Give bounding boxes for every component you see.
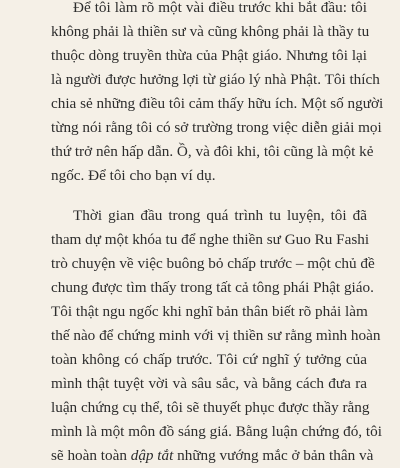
text-line: thuộc dòng truyền thừa của Phật giáo. Nhưng tôi lại <box>51 47 367 64</box>
text-line: Thời gian đầu trong quá trình tu luyện, tôi đã <box>73 207 367 224</box>
text-line: tham dự một khóa tu để nghe thiền sư Guo Ru Fashi <box>51 231 370 248</box>
text-line: chia sẻ những điều tôi cảm thấy hữu ích. Một số người <box>51 95 384 112</box>
text-line: thứ trở nên hấp dẫn. Ồ, và đôi khi, tôi cũng là một kẻ <box>51 143 374 160</box>
text-line: từng nói rằng tôi có sở trường trong việc diễn giải mọi <box>51 119 382 136</box>
text-line: chung được tìm thấy trong tất cả tông phái Phật giáo. <box>51 279 374 296</box>
text-line: toàn không có chấp trước. Tôi cứ nghĩ ý tưởng của <box>51 351 367 368</box>
body-text <box>51 0 384 468</box>
text-line: Tôi thật ngu ngốc khi nghĩ bản thân biết rõ phải làm <box>51 303 368 320</box>
text-line: mình thật tuyệt vời và sâu sắc, và bằng cách đưa ra <box>51 375 367 392</box>
text-line-last <box>51 444 374 468</box>
text-line: không phải là thiền sư và cũng không phải là thầy tu <box>51 23 370 40</box>
text-line: là người được hưởng lợi từ giáo lý nhà Phật. Tôi thích <box>51 71 380 88</box>
text-line: mình là một môn đồ sáng giá. Bằng luận chứng đó, tôi <box>51 423 382 440</box>
text-line: Để tôi làm rõ một vài điều trước khi bắt đầu: tôi <box>73 0 367 16</box>
emphasized-text: dập tắt <box>130 447 174 464</box>
text-line: thế nào để chứng minh với vị thiền sư rằng mình hoàn <box>51 327 381 344</box>
text-line: trò chuyện về việc buông bỏ chấp trước – một chủ đề <box>51 255 375 272</box>
text-fragment: những vướng mắc ở bản thân và <box>173 447 374 464</box>
text-line: luận chứng cụ thể, tôi sẽ thuyết phục được thầy rằng <box>51 399 370 416</box>
text-line: ngốc. Để tôi cho bạn ví dụ. <box>51 167 216 184</box>
text-fragment: sẽ hoàn toàn <box>51 447 131 464</box>
paragraph-gap <box>51 188 367 204</box>
